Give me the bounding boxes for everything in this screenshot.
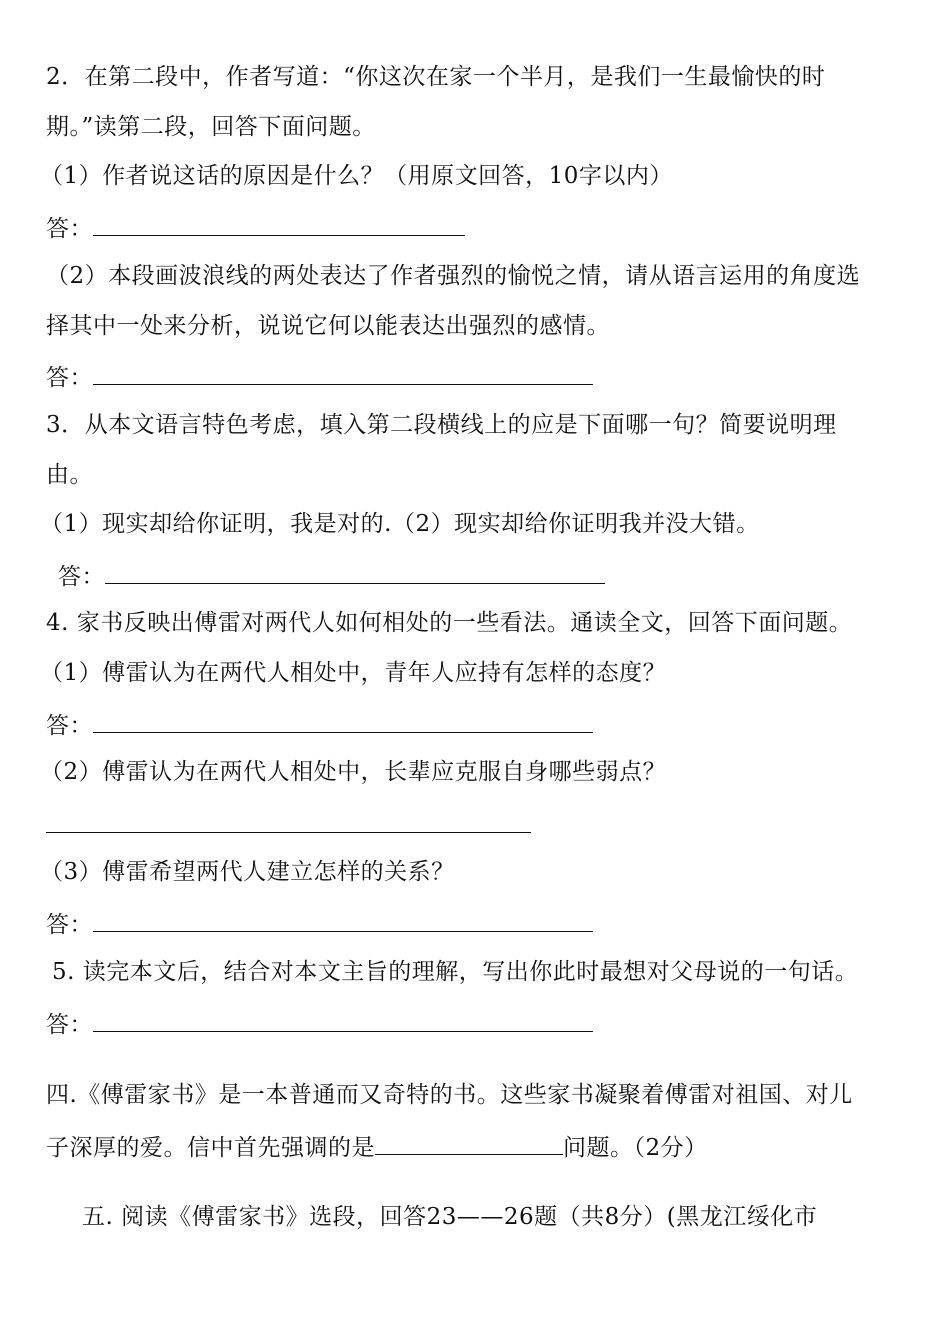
question-2-1: （1）作者说这话的原因是什么？（用原文回答，10字以内）	[40, 163, 673, 189]
question-3-line-1: 3．从本文语言特色考虑，填入第二段横线上的应是下面哪一句？简要说明理	[46, 412, 837, 438]
answer-row-q4-1	[46, 708, 593, 741]
answer-blank-q2-2[interactable]	[93, 360, 593, 385]
answer-row-q2-2	[46, 360, 593, 393]
answer-blank-q5[interactable]	[93, 1007, 593, 1032]
answer-row-q3	[58, 559, 605, 592]
question-2-2-line-1: （2）本段画波浪线的两处表达了作者强烈的愉悦之情，请从语言运用的角度选	[46, 263, 861, 289]
question-4-2: （2）傅雷认为在两代人相处中，长辈应克服自身哪些弱点？	[40, 759, 667, 785]
answer-label: 答：	[46, 216, 93, 242]
answer-label: 答：	[46, 912, 93, 938]
answer-label: 答：	[46, 713, 93, 739]
question-2-line-1: 2．在第二段中，作者写道：“你这次在家一个半月，是我们一生最愉快的时	[46, 64, 826, 90]
section-4-line-1: 四.《傅雷家书》是一本普通而又奇特的书。这些家书凝聚着傅雷对祖国、对儿	[46, 1082, 853, 1108]
section-4-line-2	[46, 1130, 708, 1163]
answer-row-q5	[46, 1007, 593, 1040]
question-2-line-2: 期。”读第二段，回答下面问题。	[46, 114, 376, 140]
answer-label: 答：	[46, 365, 93, 391]
answer-label: 答：	[58, 564, 105, 590]
question-3-line-2: 由。	[46, 462, 93, 488]
section-4-text-before-blank: 子深厚的爱。信中首先强调的是	[46, 1135, 375, 1161]
fill-in-blank-section-4[interactable]	[375, 1130, 563, 1155]
question-4-1: （1）傅雷认为在两代人相处中，青年人应持有怎样的态度？	[40, 660, 667, 686]
section-5-heading: 五. 阅读《傅雷家书》选段，回答23——26题（共8分）(黑龙江绥化市	[82, 1204, 818, 1230]
answer-row-q4-3	[46, 907, 593, 940]
question-2-2-line-2: 择其中一处来分析，说说它何以能表达出强烈的感情。	[46, 313, 610, 339]
answer-row-q2-1	[46, 211, 465, 244]
answer-blank-q4-3[interactable]	[93, 907, 593, 932]
answer-blank-q4-1[interactable]	[93, 708, 593, 733]
answer-blank-q3[interactable]	[105, 559, 605, 584]
question-5: 5. 读完本文后，结合对本文主旨的理解，写出你此时最想对父母说的一句话。	[52, 959, 859, 985]
question-4: 4. 家书反映出傅雷对两代人如何相处的一些看法。通读全文，回答下面问题。	[46, 610, 853, 636]
answer-blank-q2-1[interactable]	[93, 211, 465, 236]
section-4-text-after-blank: 问题。（2分）	[563, 1135, 708, 1161]
question-3-options: （1）现实却给你证明，我是对的.（2）现实却给你证明我并没大错。	[40, 511, 760, 537]
answer-blank-q4-2[interactable]	[46, 832, 531, 833]
answer-label: 答：	[46, 1012, 93, 1038]
question-4-3: （3）傅雷希望两代人建立怎样的关系？	[40, 859, 455, 885]
